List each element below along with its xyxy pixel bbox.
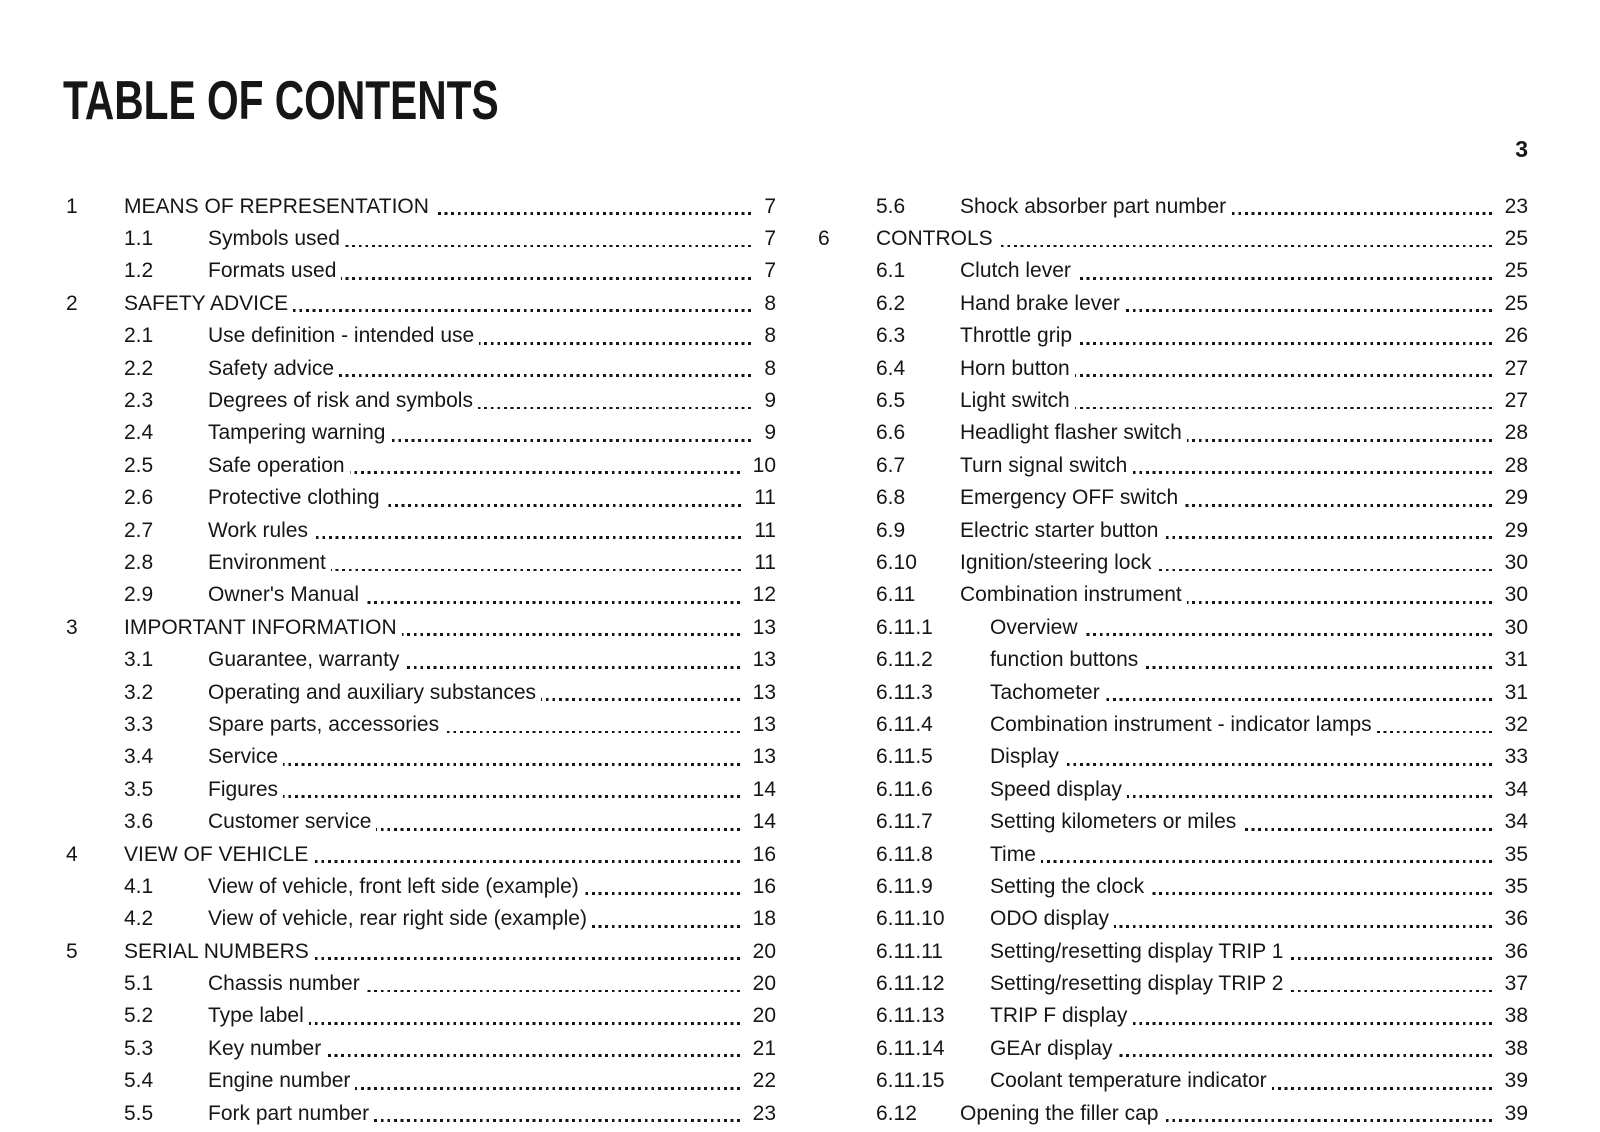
dot-leader bbox=[1241, 806, 1495, 838]
toc-entry bbox=[66, 774, 776, 806]
toc-entry-title: Turn signal switch bbox=[960, 453, 1128, 477]
toc-entry-page: 29 bbox=[1504, 518, 1528, 542]
toc-entry-page: 7 bbox=[764, 194, 776, 218]
toc-entry-number: 6.11.12 bbox=[876, 972, 945, 996]
toc-entry-number: 6.11.9 bbox=[876, 874, 933, 898]
toc-entry-title: Work rules bbox=[208, 518, 308, 542]
toc-entry-number: 6.4 bbox=[876, 356, 906, 380]
dot-leader bbox=[376, 806, 743, 838]
toc-entry-title: VIEW OF VEHICLE bbox=[124, 842, 309, 866]
toc-entry-page: 8 bbox=[764, 324, 776, 348]
toc-entry-number: 6.11.13 bbox=[876, 1004, 945, 1028]
toc-entry-page: 8 bbox=[764, 356, 776, 380]
toc-entry-page: 20 bbox=[752, 972, 776, 996]
toc-entry-page: 30 bbox=[1504, 550, 1528, 574]
toc-entry bbox=[818, 677, 1528, 709]
toc-entry bbox=[818, 353, 1528, 385]
toc-entry-title: Emergency OFF switch bbox=[960, 486, 1179, 510]
toc-entry bbox=[66, 1000, 776, 1032]
dot-leader bbox=[283, 774, 744, 806]
toc-entry bbox=[818, 709, 1528, 741]
toc-entry-title: Horn button bbox=[960, 356, 1070, 380]
toc-entry-page: 27 bbox=[1504, 356, 1528, 380]
dot-leader bbox=[402, 612, 744, 644]
dot-leader bbox=[1187, 579, 1496, 611]
dot-leader bbox=[1149, 871, 1496, 903]
dot-leader bbox=[1075, 385, 1496, 417]
toc-entry-number: 3 bbox=[66, 615, 78, 639]
toc-entry-page: 29 bbox=[1504, 486, 1528, 510]
page-title: TABLE OF CONTENTS bbox=[63, 68, 499, 131]
toc-entry-title: Symbols used bbox=[208, 227, 340, 251]
toc-entry-page: 27 bbox=[1504, 389, 1528, 413]
dot-leader bbox=[326, 1033, 743, 1065]
toc-entry-number: 2.1 bbox=[124, 324, 154, 348]
toc-entry-page: 12 bbox=[752, 583, 776, 607]
dot-leader bbox=[283, 741, 744, 773]
toc-entry-page: 11 bbox=[754, 550, 776, 574]
toc-entry-number: 1.1 bbox=[124, 227, 154, 251]
dot-leader bbox=[1075, 353, 1496, 385]
dot-leader bbox=[592, 903, 744, 935]
toc-entry-page: 34 bbox=[1504, 777, 1528, 801]
toc-entry-number: 6.11.5 bbox=[876, 745, 933, 769]
toc-entry-title: Display bbox=[990, 745, 1059, 769]
toc-entry-title: ODO display bbox=[990, 907, 1110, 931]
toc-entry bbox=[818, 903, 1528, 935]
toc-entry-page: 13 bbox=[752, 648, 776, 672]
toc-entry-title: Setting kilometers or miles bbox=[990, 810, 1237, 834]
dot-leader bbox=[1288, 968, 1495, 1000]
toc-entry bbox=[66, 968, 776, 1000]
toc-entry-page: 13 bbox=[752, 615, 776, 639]
toc-entry-title: TRIP F display bbox=[990, 1004, 1128, 1028]
toc-entry-title: Overview bbox=[990, 615, 1078, 639]
toc-entry-page: 20 bbox=[752, 1004, 776, 1028]
toc-entry bbox=[818, 1000, 1528, 1032]
toc-entry bbox=[818, 385, 1528, 417]
toc-entry-page: 36 bbox=[1504, 939, 1528, 963]
toc-entry-number: 3.4 bbox=[124, 745, 154, 769]
toc-entry-number: 4 bbox=[66, 842, 78, 866]
dot-leader bbox=[478, 385, 755, 417]
toc-entry bbox=[66, 288, 776, 320]
toc-entry-title: View of vehicle, rear right side (example) bbox=[208, 907, 587, 931]
toc-entry-page: 37 bbox=[1504, 972, 1528, 996]
dot-leader bbox=[350, 450, 744, 482]
dot-leader bbox=[1105, 677, 1496, 709]
toc-entry-page: 16 bbox=[752, 842, 776, 866]
dot-leader bbox=[345, 223, 755, 255]
toc-entry-title: Safety advice bbox=[208, 356, 335, 380]
dot-leader bbox=[434, 191, 755, 223]
toc-entry-title: Use definition - intended use bbox=[208, 324, 475, 348]
toc-entry bbox=[66, 353, 776, 385]
toc-entry bbox=[66, 644, 776, 676]
toc-entry-number: 3.3 bbox=[124, 712, 154, 736]
toc-entry bbox=[818, 1033, 1528, 1065]
toc-entry-page: 39 bbox=[1504, 1069, 1528, 1093]
dot-leader bbox=[1163, 1098, 1495, 1130]
toc-entry-title: Formats used bbox=[208, 259, 337, 283]
toc-entry-page: 13 bbox=[752, 712, 776, 736]
toc-entry-number: 6.12 bbox=[876, 1101, 917, 1125]
dot-leader bbox=[444, 709, 744, 741]
toc-entry-number: 6.11.1 bbox=[876, 615, 933, 639]
toc-entry bbox=[818, 450, 1528, 482]
toc-entry bbox=[818, 1098, 1528, 1130]
dot-leader bbox=[314, 936, 744, 968]
toc-entry bbox=[818, 806, 1528, 838]
toc-entry bbox=[818, 320, 1528, 352]
toc-column-right bbox=[818, 191, 1528, 1130]
toc-entry-title: Combination instrument bbox=[960, 583, 1182, 607]
toc-entry-title: SERIAL NUMBERS bbox=[124, 939, 309, 963]
dot-leader bbox=[1183, 482, 1495, 514]
toc-entry-title: Setting/resetting display TRIP 2 bbox=[990, 972, 1284, 996]
dot-leader bbox=[309, 1000, 744, 1032]
toc-entry-number: 2.3 bbox=[124, 389, 154, 413]
toc-entry-number: 5.5 bbox=[124, 1101, 154, 1125]
toc-entry-page: 9 bbox=[764, 389, 776, 413]
dot-leader bbox=[1377, 709, 1496, 741]
toc-column-left bbox=[66, 191, 776, 1130]
toc-entry bbox=[818, 255, 1528, 287]
toc-entry bbox=[818, 547, 1528, 579]
toc-entry bbox=[66, 1098, 776, 1130]
toc-entry-number: 6.3 bbox=[876, 324, 906, 348]
toc-entry-title: IMPORTANT INFORMATION bbox=[124, 615, 397, 639]
toc-entry-number: 2.9 bbox=[124, 583, 154, 607]
toc-entry-title: Tachometer bbox=[990, 680, 1100, 704]
toc-entry bbox=[66, 385, 776, 417]
toc-entry-title: Operating and auxiliary substances bbox=[208, 680, 537, 704]
dot-leader bbox=[355, 1065, 743, 1097]
toc-entry-title: Ignition/steering lock bbox=[960, 550, 1152, 574]
toc-entry bbox=[66, 806, 776, 838]
toc-entry bbox=[66, 612, 776, 644]
dot-leader bbox=[404, 644, 743, 676]
toc-entry-title: MEANS OF REPRESENTATION bbox=[124, 194, 429, 218]
toc-entry-number: 2.4 bbox=[124, 421, 154, 445]
toc-entry-number: 2.7 bbox=[124, 518, 154, 542]
toc-entry-page: 10 bbox=[752, 453, 776, 477]
toc-entry-page: 26 bbox=[1504, 324, 1528, 348]
dot-leader bbox=[584, 871, 744, 903]
toc-entry bbox=[66, 709, 776, 741]
toc-entry-number: 2.5 bbox=[124, 453, 154, 477]
toc-entry-page: 38 bbox=[1504, 1036, 1528, 1060]
toc-entry-page: 11 bbox=[754, 518, 776, 542]
toc-entry bbox=[66, 936, 776, 968]
toc-entry bbox=[66, 482, 776, 514]
dot-leader bbox=[1076, 255, 1496, 287]
toc-entry bbox=[66, 450, 776, 482]
toc-entry-page: 9 bbox=[764, 421, 776, 445]
toc-entry-title: CONTROLS bbox=[876, 227, 993, 251]
toc-entry-number: 5.2 bbox=[124, 1004, 154, 1028]
toc-entry-page: 28 bbox=[1504, 453, 1528, 477]
dot-leader bbox=[374, 1098, 744, 1130]
toc-entry-title: Chassis number bbox=[208, 972, 360, 996]
dot-leader bbox=[339, 353, 755, 385]
toc-entry bbox=[66, 191, 776, 223]
dot-leader bbox=[1064, 741, 1496, 773]
toc-entry-number: 6.11 bbox=[876, 583, 916, 607]
toc-entry bbox=[66, 223, 776, 255]
toc-entry bbox=[818, 741, 1528, 773]
toc-entry-number: 3.1 bbox=[124, 648, 154, 672]
toc-entry bbox=[818, 223, 1528, 255]
toc-entry-title: Spare parts, accessories bbox=[208, 712, 440, 736]
toc-entry-title: Tampering warning bbox=[208, 421, 386, 445]
toc-entry-title: Coolant temperature indicator bbox=[990, 1069, 1267, 1093]
toc-entry-title: Safe operation bbox=[208, 453, 345, 477]
toc-entry bbox=[66, 417, 776, 449]
toc-entry-page: 35 bbox=[1504, 874, 1528, 898]
dot-leader bbox=[1156, 547, 1495, 579]
toc-entry-page: 23 bbox=[1504, 194, 1528, 218]
dot-leader bbox=[313, 839, 743, 871]
toc-entry-page: 35 bbox=[1504, 842, 1528, 866]
toc-entry-number: 4.2 bbox=[124, 907, 154, 931]
toc-entry-page: 36 bbox=[1504, 907, 1528, 931]
dot-leader bbox=[479, 320, 755, 352]
dot-leader bbox=[313, 515, 745, 547]
toc-entry-title: Environment bbox=[208, 550, 326, 574]
toc-entry-page: 21 bbox=[752, 1036, 776, 1060]
toc-entry-title: Guarantee, warranty bbox=[208, 648, 400, 672]
toc-entry bbox=[818, 482, 1528, 514]
toc-entry bbox=[818, 774, 1528, 806]
toc-entry-number: 3.5 bbox=[124, 777, 154, 801]
toc-entry-title: Type label bbox=[208, 1004, 304, 1028]
dot-leader bbox=[1132, 450, 1495, 482]
toc-entry-number: 6.5 bbox=[876, 389, 906, 413]
toc-entry-title: Customer service bbox=[208, 810, 372, 834]
toc-entry-number: 6.9 bbox=[876, 518, 906, 542]
dot-leader bbox=[1288, 936, 1495, 968]
toc-entry-title: Service bbox=[208, 745, 279, 769]
dot-leader bbox=[341, 255, 755, 287]
toc-entry-title: Key number bbox=[208, 1036, 322, 1060]
dot-leader bbox=[998, 223, 1496, 255]
toc-entry bbox=[818, 612, 1528, 644]
toc-entry bbox=[66, 1065, 776, 1097]
toc-entry-title: Owner's Manual bbox=[208, 583, 360, 607]
toc-entry-number: 4.1 bbox=[124, 874, 154, 898]
toc-entry-number: 3.6 bbox=[124, 810, 154, 834]
dot-leader bbox=[293, 288, 755, 320]
dot-leader bbox=[1077, 320, 1496, 352]
toc-entry bbox=[818, 515, 1528, 547]
toc-entry bbox=[818, 871, 1528, 903]
toc-entry bbox=[66, 547, 776, 579]
page-header bbox=[0, 0, 1600, 165]
toc-entry-title: Fork part number bbox=[208, 1101, 370, 1125]
toc-entry-page: 11 bbox=[754, 486, 776, 510]
toc-entry-title: Shock absorber part number bbox=[960, 194, 1227, 218]
dot-leader bbox=[1132, 1000, 1495, 1032]
toc-entry-number: 2.2 bbox=[124, 356, 154, 380]
toc-entry-number: 6.1 bbox=[876, 259, 906, 283]
toc-entry-number: 6.2 bbox=[876, 291, 906, 315]
toc-entry-number: 5.4 bbox=[124, 1069, 154, 1093]
toc-entry bbox=[818, 191, 1528, 223]
page-number: 3 bbox=[1515, 135, 1528, 162]
toc-entry-number: 1 bbox=[66, 194, 78, 218]
toc-entry-title: Throttle grip bbox=[960, 324, 1073, 348]
dot-leader bbox=[1127, 774, 1496, 806]
toc-entry-page: 23 bbox=[752, 1101, 776, 1125]
toc-entry-title: Light switch bbox=[960, 389, 1070, 413]
toc-entry-number: 2.8 bbox=[124, 550, 154, 574]
toc-entry-number: 2.6 bbox=[124, 486, 154, 510]
toc-entry-number: 5.3 bbox=[124, 1036, 154, 1060]
toc-entry-page: 16 bbox=[752, 874, 776, 898]
dot-leader bbox=[1163, 515, 1495, 547]
toc-entry-number: 6.10 bbox=[876, 550, 917, 574]
toc-entry-page: 7 bbox=[764, 227, 776, 251]
toc-entry bbox=[818, 1065, 1528, 1097]
toc-entry bbox=[66, 677, 776, 709]
toc-entry-title: Speed display bbox=[990, 777, 1122, 801]
dot-leader bbox=[1118, 1033, 1496, 1065]
toc-entry-number: 5 bbox=[66, 939, 78, 963]
dot-leader bbox=[1114, 903, 1496, 935]
toc-entry bbox=[818, 839, 1528, 871]
toc-entry bbox=[66, 320, 776, 352]
toc-entry-title: View of vehicle, front left side (example) bbox=[208, 874, 579, 898]
toc-entry bbox=[66, 1033, 776, 1065]
dot-leader bbox=[1231, 191, 1496, 223]
toc-entry-page: 28 bbox=[1504, 421, 1528, 445]
toc-entry-title: function buttons bbox=[990, 648, 1139, 672]
toc-entry bbox=[66, 579, 776, 611]
toc-entry-number: 6.11.14 bbox=[876, 1036, 945, 1060]
toc-entry-page: 25 bbox=[1504, 259, 1528, 283]
toc-entry-number: 2 bbox=[66, 291, 78, 315]
dot-leader bbox=[1041, 839, 1496, 871]
toc-entry-title: SAFETY ADVICE bbox=[124, 291, 289, 315]
toc-entry-title: Figures bbox=[208, 777, 279, 801]
toc-entry bbox=[818, 644, 1528, 676]
toc-entry bbox=[818, 288, 1528, 320]
toc-entry-page: 22 bbox=[752, 1069, 776, 1093]
toc-entry-number: 6.11.4 bbox=[876, 712, 933, 736]
toc-entry-number: 6.11.8 bbox=[876, 842, 933, 866]
toc-entry-page: 25 bbox=[1504, 291, 1528, 315]
dot-leader bbox=[1083, 612, 1496, 644]
toc-entry-page: 39 bbox=[1504, 1101, 1528, 1125]
toc-entry-title: Protective clothing bbox=[208, 486, 380, 510]
dot-leader bbox=[1125, 288, 1496, 320]
toc-entry bbox=[66, 255, 776, 287]
toc-entry-title: GEAr display bbox=[990, 1036, 1113, 1060]
toc-entry-page: 34 bbox=[1504, 810, 1528, 834]
toc-entry-title: Combination instrument - indicator lamps bbox=[990, 712, 1372, 736]
dot-leader bbox=[390, 417, 755, 449]
toc-entry-title: Headlight flasher switch bbox=[960, 421, 1182, 445]
toc-entry-number: 6.6 bbox=[876, 421, 906, 445]
toc-entry bbox=[818, 936, 1528, 968]
toc-columns bbox=[0, 191, 1600, 1130]
toc-entry-number: 6.11.2 bbox=[876, 648, 933, 672]
toc-entry-page: 32 bbox=[1504, 712, 1528, 736]
toc-entry-title: Hand brake lever bbox=[960, 291, 1120, 315]
toc-entry-title: Time bbox=[990, 842, 1036, 866]
toc-entry-page: 38 bbox=[1504, 1004, 1528, 1028]
toc-entry-number: 6 bbox=[818, 227, 830, 251]
toc-entry-number: 6.11.10 bbox=[876, 907, 945, 931]
toc-entry-title: Engine number bbox=[208, 1069, 351, 1093]
toc-entry-number: 6.7 bbox=[876, 453, 906, 477]
toc-entry-title: Opening the filler cap bbox=[960, 1101, 1159, 1125]
toc-entry-number: 3.2 bbox=[124, 680, 154, 704]
toc-entry-number: 6.11.11 bbox=[876, 939, 943, 963]
toc-entry-page: 13 bbox=[752, 680, 776, 704]
toc-entry-title: Clutch lever bbox=[960, 259, 1071, 283]
toc-entry-page: 14 bbox=[752, 777, 776, 801]
toc-entry bbox=[66, 515, 776, 547]
toc-entry-page: 8 bbox=[764, 291, 776, 315]
toc-entry-page: 31 bbox=[1504, 680, 1528, 704]
toc-entry-page: 18 bbox=[752, 907, 776, 931]
toc-entry-number: 1.2 bbox=[124, 259, 154, 283]
toc-entry-page: 33 bbox=[1504, 745, 1528, 769]
toc-entry-page: 14 bbox=[752, 810, 776, 834]
dot-leader bbox=[385, 482, 746, 514]
toc-entry bbox=[66, 839, 776, 871]
toc-entry bbox=[66, 903, 776, 935]
toc-entry-title: Setting/resetting display TRIP 1 bbox=[990, 939, 1284, 963]
toc-entry bbox=[66, 871, 776, 903]
toc-entry-number: 6.11.7 bbox=[876, 810, 933, 834]
toc-entry bbox=[818, 968, 1528, 1000]
toc-entry-page: 7 bbox=[764, 259, 776, 283]
dot-leader bbox=[1187, 417, 1496, 449]
dot-leader bbox=[331, 547, 745, 579]
toc-entry-number: 5.1 bbox=[124, 972, 154, 996]
dot-leader bbox=[364, 579, 744, 611]
toc-entry-page: 20 bbox=[752, 939, 776, 963]
toc-entry-title: Degrees of risk and symbols bbox=[208, 389, 473, 413]
toc-entry bbox=[818, 417, 1528, 449]
dot-leader bbox=[1143, 644, 1495, 676]
toc-entry bbox=[66, 741, 776, 773]
dot-leader bbox=[1272, 1065, 1496, 1097]
dot-leader bbox=[541, 677, 744, 709]
toc-entry-number: 6.11.15 bbox=[876, 1069, 945, 1093]
toc-entry bbox=[818, 579, 1528, 611]
toc-entry-page: 25 bbox=[1504, 227, 1528, 251]
toc-entry-title: Setting the clock bbox=[990, 874, 1145, 898]
toc-entry-title: Electric starter button bbox=[960, 518, 1159, 542]
toc-entry-page: 30 bbox=[1504, 583, 1528, 607]
toc-entry-number: 6.8 bbox=[876, 486, 906, 510]
toc-entry-page: 30 bbox=[1504, 615, 1528, 639]
toc-entry-page: 13 bbox=[752, 745, 776, 769]
dot-leader bbox=[365, 968, 744, 1000]
toc-entry-number: 6.11.6 bbox=[876, 777, 933, 801]
toc-entry-number: 5.6 bbox=[876, 194, 906, 218]
toc-entry-page: 31 bbox=[1504, 648, 1528, 672]
toc-entry-number: 6.11.3 bbox=[876, 680, 933, 704]
